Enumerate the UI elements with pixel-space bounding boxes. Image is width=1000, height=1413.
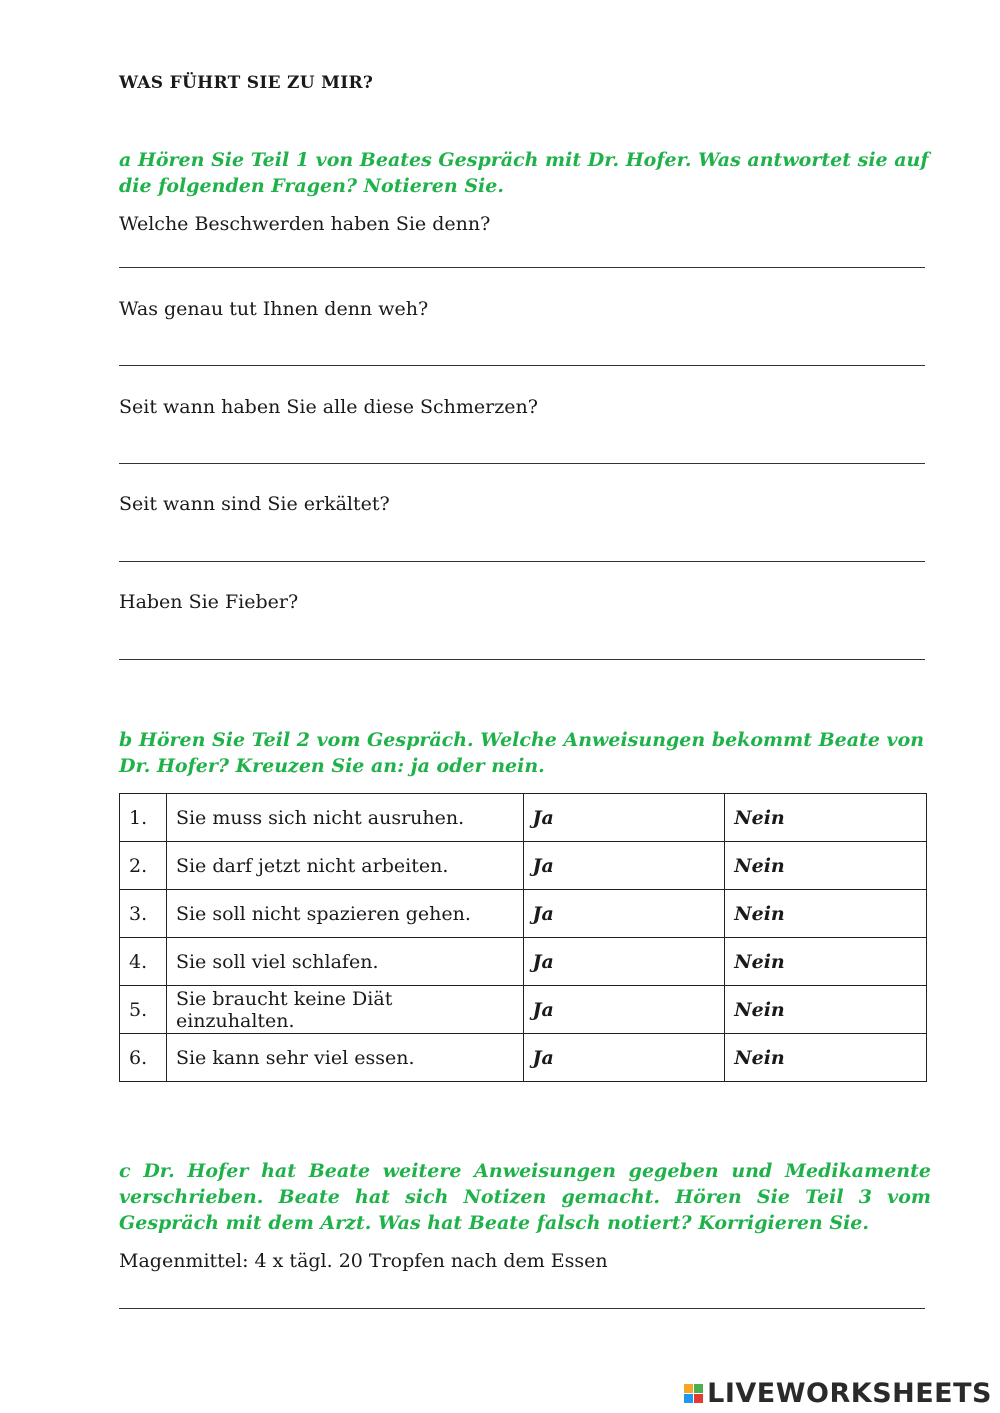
logo-square-orange bbox=[684, 1384, 693, 1393]
option-nein[interactable]: Nein bbox=[725, 842, 927, 890]
note-text: Magenmittel: 4 x tägl. 20 Tropfen nach dem Essen bbox=[119, 1250, 608, 1272]
table-row bbox=[120, 986, 927, 1034]
option-ja[interactable]: Ja bbox=[523, 1034, 725, 1082]
logo-square-green bbox=[694, 1384, 703, 1393]
section-b-instruction: b Hören Sie Teil 2 vom Gespräch. Welche Anweisungen bekommt Beate von Dr. Hofer? Kreuzen Sie an: ja oder nein. bbox=[119, 729, 925, 777]
answer-line-5[interactable] bbox=[119, 659, 925, 660]
table-row bbox=[120, 794, 927, 842]
section-c-instruction: c Dr. Hofer hat Beate weitere Anweisungen gegeben und Medikamente verschrieben. Beate hat sich Notizen gemacht. Hören Sie Teil 3 vom Gespräch mit dem Arzt. Was hat Beate falsch notiert? Korrigieren Sie. bbox=[119, 1160, 931, 1234]
table-row bbox=[120, 1034, 927, 1082]
question-1: Welche Beschwerden haben Sie denn? bbox=[119, 213, 491, 235]
option-ja[interactable]: Ja bbox=[523, 794, 725, 842]
logo-mark-icon bbox=[684, 1384, 703, 1403]
option-ja[interactable]: Ja bbox=[523, 842, 725, 890]
answer-line-3[interactable] bbox=[119, 463, 925, 464]
logo-square-red bbox=[694, 1394, 703, 1403]
row-statement: Sie braucht keine Diät einzuhalten. bbox=[166, 986, 523, 1034]
row-statement: Sie kann sehr viel essen. bbox=[166, 1034, 523, 1082]
yes-no-table bbox=[119, 793, 927, 1082]
logo-text: LIVEWORKSHEETS bbox=[707, 1377, 992, 1409]
row-number: 6. bbox=[120, 1034, 167, 1082]
table-row bbox=[120, 890, 927, 938]
row-number: 3. bbox=[120, 890, 167, 938]
row-statement: Sie soll viel schlafen. bbox=[166, 938, 523, 986]
option-nein[interactable]: Nein bbox=[725, 794, 927, 842]
option-nein[interactable]: Nein bbox=[725, 1034, 927, 1082]
question-4: Seit wann sind Sie erkältet? bbox=[119, 493, 390, 515]
answer-line-4[interactable] bbox=[119, 561, 925, 562]
page-title: WAS FÜHRT SIE ZU MIR? bbox=[119, 73, 374, 93]
answer-line-1[interactable] bbox=[119, 267, 925, 268]
row-number: 2. bbox=[120, 842, 167, 890]
question-2: Was genau tut Ihnen denn weh? bbox=[119, 298, 429, 320]
section-a-instruction: a Hören Sie Teil 1 von Beates Gespräch mit Dr. Hofer. Was antwortet sie auf die folgenden Fragen? Notieren Sie. bbox=[119, 149, 929, 197]
row-number: 1. bbox=[120, 794, 167, 842]
option-ja[interactable]: Ja bbox=[523, 890, 725, 938]
row-number: 5. bbox=[120, 986, 167, 1034]
option-ja[interactable]: Ja bbox=[523, 938, 725, 986]
question-5: Haben Sie Fieber? bbox=[119, 591, 299, 613]
row-number: 4. bbox=[120, 938, 167, 986]
table-row bbox=[120, 938, 927, 986]
option-nein[interactable]: Nein bbox=[725, 938, 927, 986]
row-statement: Sie darf jetzt nicht arbeiten. bbox=[166, 842, 523, 890]
option-nein[interactable]: Nein bbox=[725, 890, 927, 938]
liveworksheets-logo bbox=[684, 1378, 992, 1408]
answer-line-c[interactable] bbox=[119, 1308, 925, 1309]
row-statement: Sie muss sich nicht ausruhen. bbox=[166, 794, 523, 842]
row-statement: Sie soll nicht spazieren gehen. bbox=[166, 890, 523, 938]
option-ja[interactable]: Ja bbox=[523, 986, 725, 1034]
option-nein[interactable]: Nein bbox=[725, 986, 927, 1034]
table-row bbox=[120, 842, 927, 890]
logo-square-blue bbox=[684, 1394, 693, 1403]
question-3: Seit wann haben Sie alle diese Schmerzen? bbox=[119, 396, 538, 418]
answer-line-2[interactable] bbox=[119, 365, 925, 366]
